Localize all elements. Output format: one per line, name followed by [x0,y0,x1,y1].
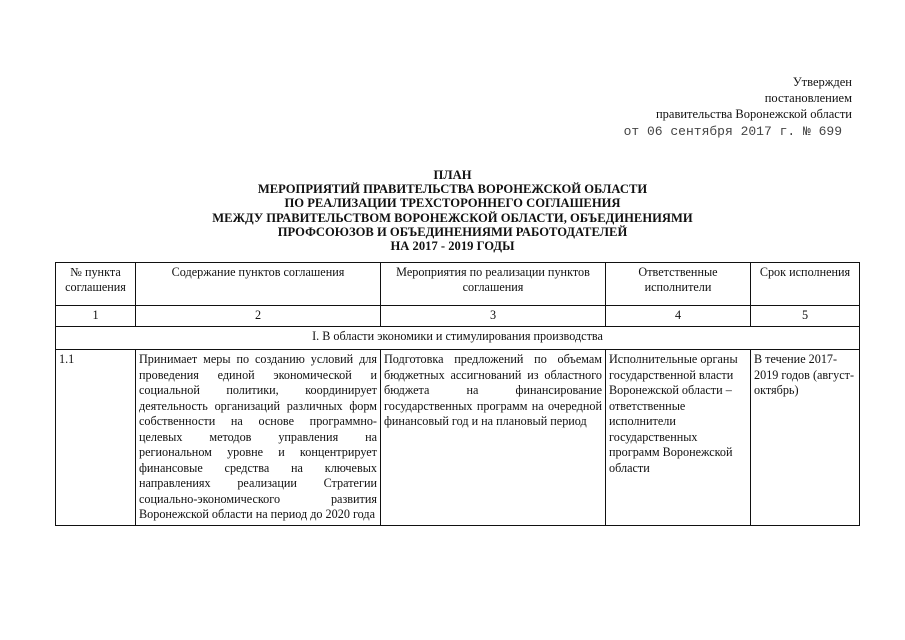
title-line: ПО РЕАЛИЗАЦИИ ТРЕХСТОРОННЕГО СОГЛАШЕНИЯ [284,196,621,211]
table-header-row [56,263,860,306]
section-row [56,327,860,350]
column-number-row [56,306,860,327]
plan-table [55,262,860,526]
table-row [56,350,860,526]
title-line: ПЛАН [433,168,472,182]
column-number: 4 [606,306,751,327]
header-cell-measures: Мероприятия по реализации пунктов соглашения [381,263,606,306]
row-measures: Подготовка предложений по объемам бюджетных ассигнований из областного бюджета на финансирование государственных программ на очередной финансовый год и на плановый период [381,350,606,526]
approval-line: Утвержден [792,75,852,89]
column-number: 1 [56,306,136,327]
header-cell-number: № пункта соглашения [56,263,136,306]
title-line: МЕЖДУ ПРАВИТЕЛЬСТВОМ ВОРОНЕЖСКОЙ ОБЛАСТИ, ОБЪЕДИНЕНИЯМИ [212,210,693,225]
column-number: 2 [136,306,381,327]
column-number: 3 [381,306,606,327]
row-responsible: Исполнительные органы государственной власти Воронежской области – ответственные исполнители государственных программ Воронежской области [606,350,751,526]
row-number: 1.1 [56,350,136,526]
title-line: МЕРОПРИЯТИЙ ПРАВИТЕЛЬСТВА ВОРОНЕЖСКОЙ ОБЛАСТИ [257,182,648,197]
header-cell-content: Содержание пунктов соглашения [136,263,381,306]
title-line: ПРОФСОЮЗОВ И ОБЪЕДИНЕНИЯМИ РАБОТОДАТЕЛЕЙ [277,224,628,239]
approval-line: правительства Воронежской области [655,107,852,121]
header-cell-deadline: Срок исполнения [751,263,860,306]
approval-block [624,74,852,140]
header-cell-responsible: Ответственные исполнители [606,263,751,306]
title-line: НА 2017 - 2019 ГОДЫ [390,239,515,254]
document-title [0,168,905,253]
approval-line: постановлением [764,91,852,105]
approval-date-stamp: от 06 сентября 2017 г. № 699 [623,124,842,139]
column-number: 5 [751,306,860,327]
section-title: I. В области экономики и стимулирования производства [56,327,860,350]
row-deadline: В течение 2017-2019 годов (август-октябрь) [751,350,860,526]
row-content: Принимает меры по созданию условий для проведения единой экономической и социальной политики, координирует деятельность организаций различных форм собственности на основе программно-целевых методов управления на региональном уровне и концентрирует финансовые средства на ключевых направлениях реализации Стратегии социально-экономического развития Воронежской области на период до 2020 года [136,350,381,526]
